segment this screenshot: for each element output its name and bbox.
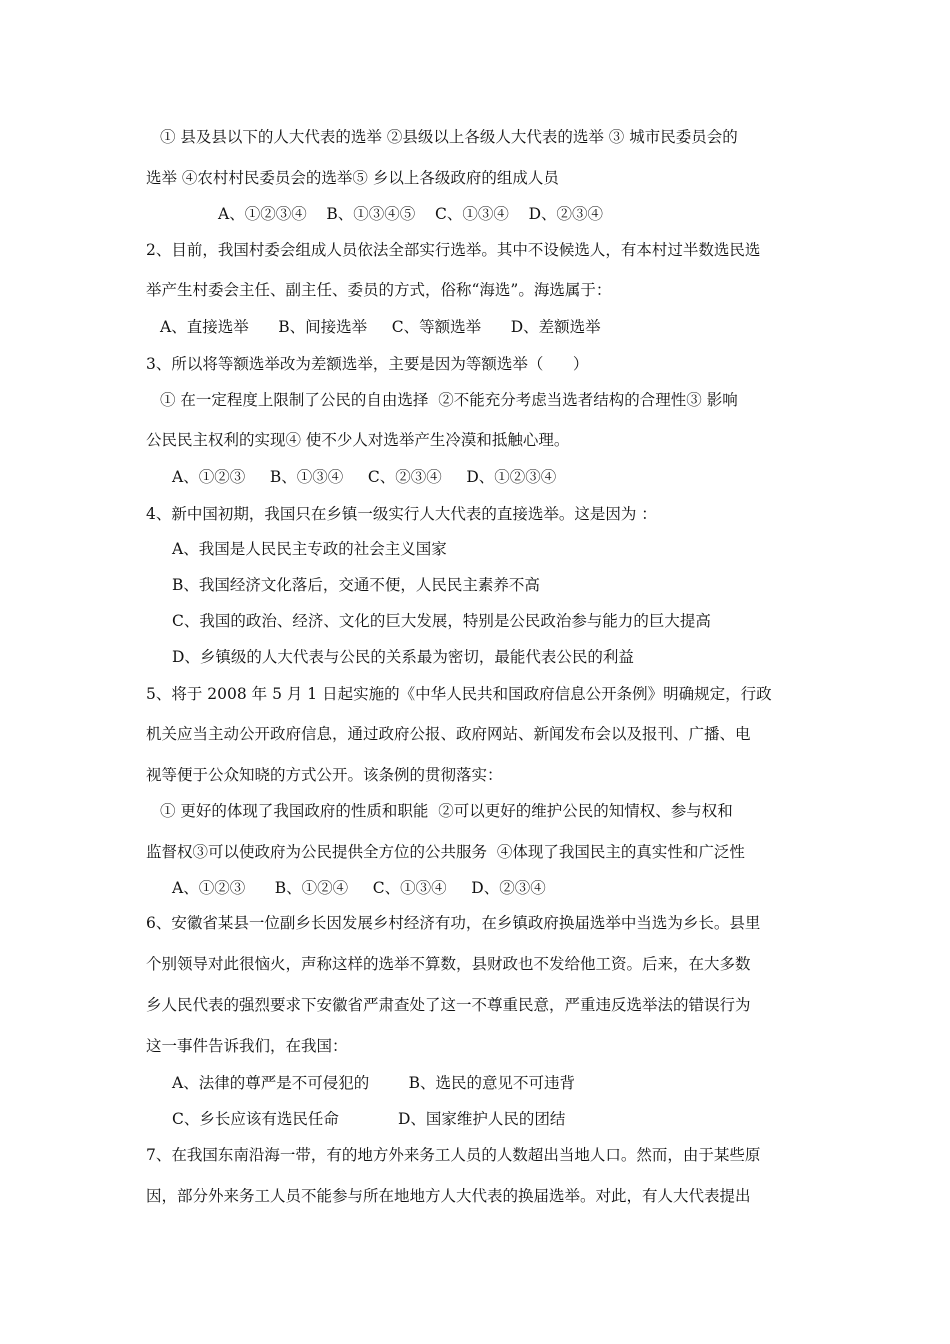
- text-line: 公民民主权利的实现④ 使不少人对选举产生冷漠和抵触心理。: [146, 431, 570, 449]
- text-line: C、乡长应该有选民任命 D、国家维护人民的团结: [172, 1110, 566, 1128]
- text-line: 个别领导对此很恼火，声称这样的选举不算数，县财政也不发给他工资。后来，在大多数: [146, 955, 751, 973]
- text-line: 3、所以将等额选举改为差额选举，主要是因为等额选举（ ）: [146, 355, 589, 373]
- text-line: 5、将于 2008 年 5 月 1 日起实施的《中华人民共和国政府信息公开条例》明确规定，行政: [146, 685, 772, 703]
- text-line: A、①②③ B、①③④ C、②③④ D、①②③④: [172, 468, 557, 486]
- text-line: A、法律的尊严是不可侵犯的 B、选民的意见不可违背: [172, 1074, 576, 1092]
- text-line: 这一事件告诉我们，在我国：: [146, 1037, 348, 1055]
- text-line: 选举 ④农村村民委员会的选举⑤ 乡以上各级政府的组成人员: [146, 169, 559, 187]
- text-line: 举产生村委会主任、副主任、委员的方式，俗称“海选”。海选属于：: [146, 281, 612, 299]
- text-line: ① 在一定程度上限制了公民的自由选择 ②不能充分考虑当选者结构的合理性③ 影响: [160, 391, 738, 409]
- text-line: 监督权③可以使政府为公民提供全方位的公共服务 ④体现了我国民主的真实性和广泛性: [146, 843, 745, 861]
- text-line: 因，部分外来务工人员不能参与所在地地方人大代表的换届选举。对此，有人大代表提出: [146, 1187, 751, 1205]
- text-line: C、我国的政治、经济、文化的巨大发展，特别是公民政治参与能力的巨大提高: [172, 612, 711, 630]
- text-line: B、我国经济文化落后，交通不便，人民民主素养不高: [172, 576, 540, 594]
- text-line: A、我国是人民民主专政的社会主义国家: [172, 540, 447, 558]
- text-line: 4、新中国初期，我国只在乡镇一级实行人大代表的直接选举。这是因为 ：: [146, 505, 657, 523]
- text-line: 视等便于公众知晓的方式公开。该条例的贯彻落实：: [146, 766, 503, 784]
- text-line: A、①②③④ B、①③④⑤ C、①③④ D、②③④: [218, 205, 603, 223]
- text-line: ① 县及县以下的人大代表的选举 ②县级以上各级人大代表的选举 ③ 城市民委员会的: [160, 128, 738, 146]
- text-line: 乡人民代表的强烈要求下安徽省严肃查处了这一不尊重民意，严重违反选举法的错误行为: [146, 996, 751, 1014]
- text-line: A、①②③ B、①②④ C、①③④ D、②③④: [172, 879, 546, 897]
- text-line: 7、在我国东南沿海一带，有的地方外来务工人员的人数超出当地人口。然而，由于某些原: [146, 1146, 761, 1164]
- text-line: A、直接选举 B、间接选举 C、等额选举 D、差额选举: [160, 318, 601, 336]
- text-line: 2、目前，我国村委会组成人员依法全部实行选举。其中不设候选人，有本村过半数选民选: [146, 241, 761, 259]
- text-line: 6、安徽省某县一位副乡长因发展乡村经济有功，在乡镇政府换届选举中当选为乡长。县里: [146, 914, 761, 932]
- text-line: D、乡镇级的人大代表与公民的关系最为密切，最能代表公民的利益: [172, 648, 634, 666]
- text-line: ① 更好的体现了我国政府的性质和职能 ②可以更好的维护公民的知情权、参与权和: [160, 802, 733, 820]
- text-line: 机关应当主动公开政府信息，通过政府公报、政府网站、新闻发布会以及报刊、广播、电: [146, 725, 751, 743]
